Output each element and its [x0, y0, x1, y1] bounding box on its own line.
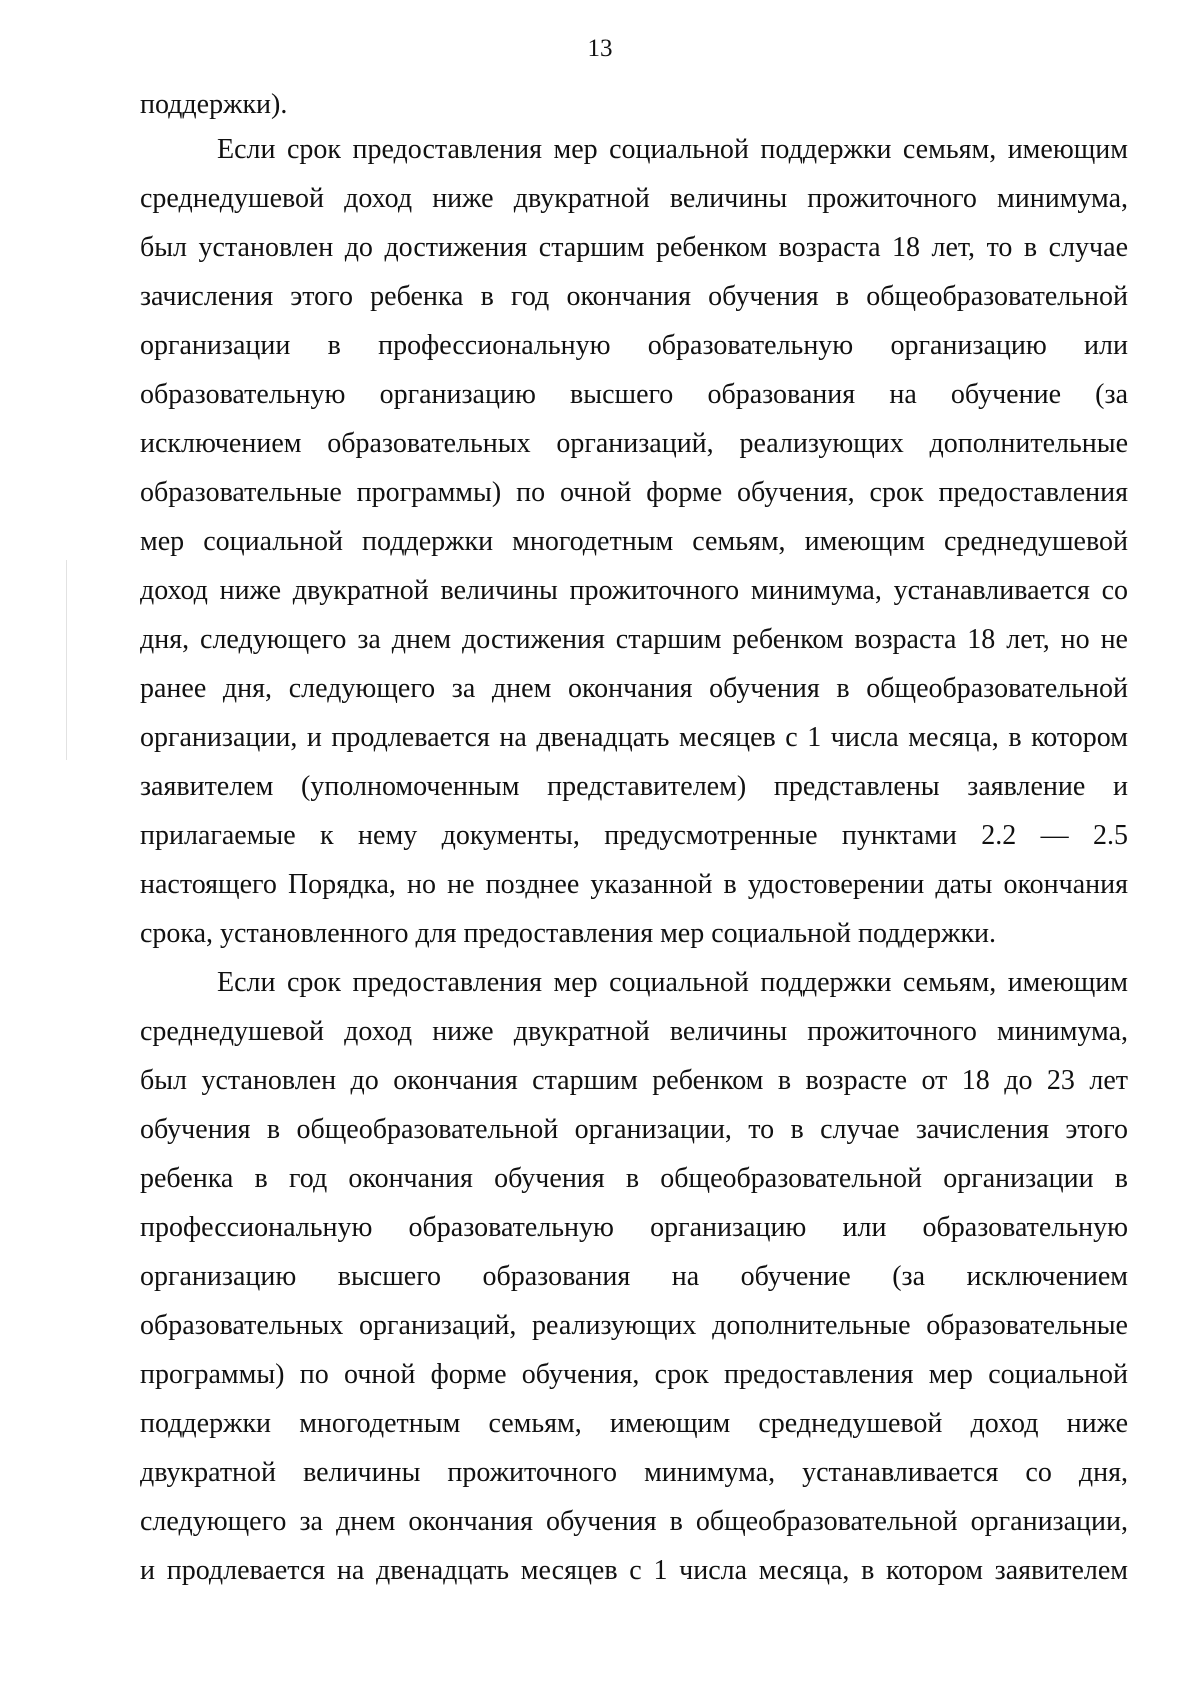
- text-line: заявителем (уполномоченным представителем) представлены заявление и: [140, 771, 1128, 802]
- text-line: мер социальной поддержки многодетным семьям, имеющим среднедушевой: [140, 526, 1128, 557]
- text-line: организацию высшего образования на обучение (за исключением: [140, 1261, 1128, 1292]
- text-line: Если срок предоставления мер социальной поддержки семьям, имеющим: [217, 967, 1128, 998]
- text-line: образовательную организацию высшего образования на обучение (за: [140, 379, 1128, 410]
- text-line: двукратной величины прожиточного минимума, устанавливается со дня,: [140, 1457, 1128, 1488]
- text-line: программы) по очной форме обучения, срок предоставления мер социальной: [140, 1359, 1128, 1390]
- text-line: организации в профессиональную образовательную организацию или: [140, 330, 1128, 361]
- text-line: и продлевается на двенадцать месяцев с 1 числа месяца, в котором заявителем: [140, 1555, 1128, 1586]
- text-line: среднедушевой доход ниже двукратной величины прожиточного минимума,: [140, 183, 1128, 214]
- paragraph-continuation: [140, 80, 1128, 129]
- text-line: доход ниже двукратной величины прожиточного минимума, устанавливается со: [140, 575, 1128, 606]
- text-line: был установлен до окончания старшим ребенком в возрасте от 18 до 23 лет: [140, 1065, 1128, 1096]
- text-line: обучения в общеобразовательной организации, то в случае зачисления этого: [140, 1114, 1128, 1145]
- text-line: ранее дня, следующего за днем окончания обучения в общеобразовательной: [140, 673, 1128, 704]
- paragraph-1: [140, 125, 1128, 958]
- paragraph-2: [140, 958, 1128, 1595]
- text-line: образовательных организаций, реализующих дополнительные образовательные: [140, 1310, 1128, 1341]
- text-line: был установлен до достижения старшим ребенком возраста 18 лет, то в случае: [140, 232, 1128, 263]
- text-line: поддержки).: [140, 89, 288, 120]
- text-line: дня, следующего за днем достижения старшим ребенком возраста 18 лет, но не: [140, 624, 1128, 655]
- text-line: зачисления этого ребенка в год окончания обучения в общеобразовательной: [140, 281, 1128, 312]
- text-line: организации, и продлевается на двенадцать месяцев с 1 числа месяца, в котором: [140, 722, 1128, 753]
- text-line: образовательные программы) по очной форме обучения, срок предоставления: [140, 477, 1128, 508]
- text-line: прилагаемые к нему документы, предусмотренные пунктами 2.2 — 2.5: [140, 820, 1128, 851]
- text-line: Если срок предоставления мер социальной поддержки семьям, имеющим: [217, 134, 1128, 165]
- text-line: исключением образовательных организаций, реализующих дополнительные: [140, 428, 1128, 459]
- text-line: ребенка в год окончания обучения в общеобразовательной организации в: [140, 1163, 1128, 1194]
- text-line: поддержки многодетным семьям, имеющим среднедушевой доход ниже: [140, 1408, 1128, 1439]
- text-line: профессиональную образовательную организацию или образовательную: [140, 1212, 1128, 1243]
- text-line: настоящего Порядка, но не позднее указанной в удостоверении даты окончания: [140, 869, 1128, 900]
- text-line: среднедушевой доход ниже двукратной величины прожиточного минимума,: [140, 1016, 1128, 1047]
- page-number: 13: [587, 35, 613, 62]
- scan-artifact-line: [66, 560, 67, 760]
- text-line: следующего за днем окончания обучения в общеобразовательной организации,: [140, 1506, 1128, 1537]
- text-line: срока, установленного для предоставления мер социальной поддержки.: [140, 918, 997, 949]
